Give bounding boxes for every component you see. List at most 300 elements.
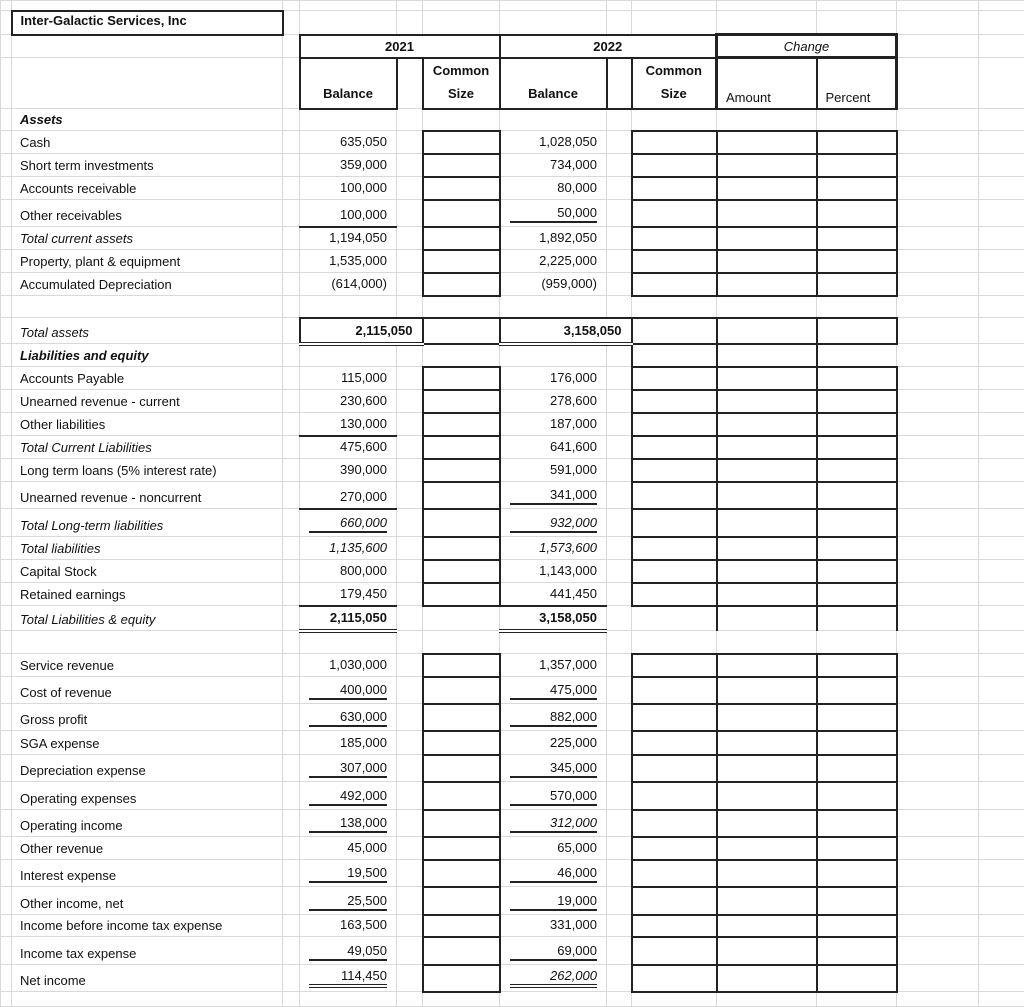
cell[interactable] [397,606,423,631]
cell[interactable] [1,413,12,436]
change-percent-input[interactable] [817,390,897,413]
cell[interactable] [397,154,423,177]
cell[interactable] [897,459,979,482]
change-percent-input[interactable] [817,915,897,937]
header-year-2022[interactable]: 2022 [500,35,717,58]
cell[interactable] [607,731,632,755]
change-percent-input[interactable] [817,273,897,296]
value-cell-2021[interactable] [300,782,397,810]
cell[interactable] [1,560,12,583]
common-size-2022-input[interactable] [632,459,717,482]
cell[interactable] [300,296,397,318]
change-percent-input[interactable] [817,583,897,606]
value-cell-2022[interactable] [500,537,607,560]
cell[interactable] [283,344,300,367]
cell[interactable] [897,200,979,227]
change-amount-input[interactable] [717,227,817,250]
common-size-2021-input[interactable] [423,459,500,482]
change-percent-input[interactable] [817,250,897,273]
value-cell-2022[interactable] [500,837,607,860]
common-size-2021-input[interactable] [423,677,500,704]
cell[interactable] [979,227,1024,250]
common-size-2022-input[interactable] [632,177,717,200]
value-cell-2021[interactable] [300,318,423,344]
cell[interactable] [979,537,1024,560]
cell[interactable] [397,296,423,318]
common-size-2021-input[interactable] [423,654,500,677]
cell[interactable] [283,109,300,131]
value-cell-2021[interactable] [300,560,397,583]
cell[interactable] [397,810,423,837]
cell[interactable] [897,915,979,937]
cell[interactable] [397,937,423,965]
cell[interactable] [897,509,979,537]
cell[interactable] [1,654,12,677]
cell[interactable] [283,537,300,560]
cell[interactable] [607,631,632,654]
cell[interactable] [607,109,632,131]
value-cell-2021[interactable] [300,810,397,837]
cell[interactable] [283,755,300,782]
cell[interactable] [979,965,1024,992]
common-size-2022-input[interactable] [632,810,717,837]
cell[interactable] [283,296,300,318]
change-percent-input[interactable] [817,177,897,200]
row-label[interactable]: Other revenue [12,837,283,860]
cell[interactable] [500,992,607,1007]
cell[interactable] [1,992,12,1007]
change-percent-input[interactable] [817,509,897,537]
value-cell-2022[interactable] [500,177,607,200]
cell[interactable] [897,560,979,583]
cell[interactable] [979,177,1024,200]
cell[interactable] [979,296,1024,318]
value-cell-2021[interactable] [300,154,397,177]
row-label[interactable]: Unearned revenue - current [12,390,283,413]
cell[interactable] [979,109,1024,131]
cell[interactable] [607,965,632,992]
cell[interactable] [897,436,979,459]
cell[interactable] [1,344,12,367]
change-percent-input[interactable] [817,318,897,344]
change-amount-input[interactable] [717,915,817,937]
change-amount-input[interactable] [717,731,817,755]
cell[interactable] [1,109,12,131]
cell[interactable] [979,887,1024,915]
change-amount-input[interactable] [717,413,817,436]
common-size-2021-input[interactable] [423,704,500,731]
cell[interactable] [283,810,300,837]
value-cell-2021[interactable] [300,459,397,482]
cell[interactable] [817,296,897,318]
value-cell-2021[interactable] [300,131,397,154]
cell[interactable] [607,860,632,887]
value-cell-2022[interactable] [500,937,607,965]
change-percent-input[interactable] [817,200,897,227]
row-label[interactable]: Net income [12,965,283,992]
cell[interactable] [897,965,979,992]
common-size-2022-input[interactable] [632,583,717,606]
common-size-2022-input[interactable] [632,755,717,782]
cell[interactable] [1,965,12,992]
value-cell-2022[interactable] [500,606,607,631]
value-cell-2021[interactable] [300,390,397,413]
common-size-2022-input[interactable] [632,837,717,860]
cell[interactable] [397,344,423,367]
cell[interactable] [423,606,500,631]
cell[interactable] [397,631,423,654]
cell[interactable] [897,937,979,965]
cell[interactable] [897,482,979,509]
common-size-2021-input[interactable] [423,887,500,915]
cell[interactable] [979,273,1024,296]
cell[interactable] [1,509,12,537]
cell[interactable] [979,482,1024,509]
cell[interactable] [1,11,12,35]
cell[interactable] [397,860,423,887]
cell[interactable] [607,509,632,537]
header-common-size-2022[interactable] [632,58,717,109]
cell[interactable] [1,273,12,296]
cell[interactable] [897,704,979,731]
change-percent-input[interactable] [817,887,897,915]
cell[interactable] [897,755,979,782]
value-cell-2022[interactable] [500,131,607,154]
cell[interactable] [897,131,979,154]
cell[interactable] [1,1,12,11]
change-amount-input[interactable] [717,318,817,344]
common-size-2022-input[interactable] [632,273,717,296]
change-amount-input[interactable] [717,837,817,860]
cell[interactable] [397,367,423,390]
cell[interactable] [897,154,979,177]
change-percent-input[interactable] [817,654,897,677]
cell[interactable] [397,560,423,583]
row-label[interactable]: Operating income [12,810,283,837]
common-size-2022-input[interactable] [632,250,717,273]
cell[interactable] [397,459,423,482]
row-label[interactable]: Other income, net [12,887,283,915]
cell[interactable] [397,131,423,154]
cell[interactable] [397,109,423,131]
common-size-2022-input[interactable] [632,509,717,537]
change-percent-input[interactable] [817,413,897,436]
row-label[interactable]: Unearned revenue - noncurrent [12,482,283,509]
common-size-2022-input[interactable] [632,677,717,704]
cell[interactable] [423,109,500,131]
cell[interactable] [607,755,632,782]
common-size-2021-input[interactable] [423,537,500,560]
cell[interactable] [397,273,423,296]
cell[interactable] [897,250,979,273]
common-size-2022-input[interactable] [632,390,717,413]
cell[interactable] [632,296,717,318]
cell[interactable] [979,131,1024,154]
cell[interactable] [283,654,300,677]
cell[interactable] [1,583,12,606]
cell[interactable] [1,677,12,704]
cell[interactable] [897,731,979,755]
cell[interactable] [817,992,897,1007]
cell[interactable] [897,109,979,131]
change-amount-input[interactable] [717,459,817,482]
cell[interactable] [283,482,300,509]
cell[interactable] [897,537,979,560]
cell[interactable] [607,915,632,937]
cell[interactable] [607,583,632,606]
value-cell-2021[interactable] [300,654,397,677]
value-cell-2022[interactable] [500,200,607,227]
row-label[interactable]: Total Current Liabilities [12,436,283,459]
value-cell-2021[interactable] [300,273,397,296]
cell[interactable] [397,992,423,1007]
change-percent-input[interactable] [817,367,897,390]
cell[interactable] [717,992,817,1007]
cell[interactable] [423,344,500,367]
cell[interactable] [607,154,632,177]
row-label[interactable]: Cost of revenue [12,677,283,704]
cell[interactable] [979,810,1024,837]
cell[interactable] [12,992,283,1007]
cell[interactable] [283,436,300,459]
cell[interactable] [897,367,979,390]
cell[interactable] [397,482,423,509]
value-cell-2021[interactable] [300,344,397,367]
change-percent-input[interactable] [817,227,897,250]
row-label[interactable]: Long term loans (5% interest rate) [12,459,283,482]
cell[interactable] [1,937,12,965]
cell[interactable] [979,704,1024,731]
common-size-2021-input[interactable] [423,583,500,606]
common-size-2021-input[interactable] [423,782,500,810]
row-label[interactable]: Total Long-term liabilities [12,509,283,537]
cell[interactable] [1,731,12,755]
change-amount-input[interactable] [717,390,817,413]
value-cell-2021[interactable] [300,755,397,782]
cell[interactable] [607,459,632,482]
value-cell-2022[interactable] [500,482,607,509]
cell[interactable] [607,200,632,227]
cell[interactable] [607,837,632,860]
common-size-2021-input[interactable] [423,915,500,937]
cell[interactable] [979,915,1024,937]
row-label[interactable]: Total assets [12,318,283,344]
cell[interactable] [897,413,979,436]
cell[interactable] [607,482,632,509]
change-percent-input[interactable] [817,560,897,583]
cell[interactable] [979,413,1024,436]
common-size-2021-input[interactable] [423,131,500,154]
cell[interactable] [1,436,12,459]
cell[interactable] [283,177,300,200]
common-size-2021-input[interactable] [423,731,500,755]
value-cell-2022[interactable] [500,250,607,273]
cell[interactable] [283,782,300,810]
cell[interactable] [632,992,717,1007]
cell[interactable] [283,937,300,965]
cell[interactable] [423,296,500,318]
change-percent-input[interactable] [817,782,897,810]
cell[interactable] [607,677,632,704]
cell[interactable] [397,755,423,782]
cell[interactable] [607,537,632,560]
value-cell-2021[interactable] [300,250,397,273]
cell[interactable] [717,296,817,318]
cell[interactable] [283,459,300,482]
cell[interactable] [500,631,607,654]
cell[interactable] [717,344,817,367]
cell[interactable] [897,390,979,413]
cell[interactable] [897,837,979,860]
value-cell-2022[interactable] [500,154,607,177]
change-percent-input[interactable] [817,154,897,177]
cell[interactable] [607,782,632,810]
value-cell-2022[interactable] [500,782,607,810]
cell[interactable] [12,631,283,654]
cell[interactable] [632,109,717,131]
cell[interactable] [897,810,979,837]
cell[interactable] [500,296,607,318]
cell[interactable] [607,131,632,154]
cell[interactable] [979,436,1024,459]
change-percent-input[interactable] [817,837,897,860]
cell[interactable] [1,318,12,344]
cell[interactable] [897,296,979,318]
change-percent-input[interactable] [817,860,897,887]
cell[interactable] [283,227,300,250]
header-change[interactable]: Change [717,35,897,58]
common-size-2021-input[interactable] [423,390,500,413]
cell[interactable] [283,631,300,654]
cell[interactable] [397,654,423,677]
cell[interactable] [1,459,12,482]
common-size-2022-input[interactable] [632,731,717,755]
cell[interactable] [607,177,632,200]
row-label[interactable]: Total current assets [12,227,283,250]
cell[interactable] [283,250,300,273]
cell[interactable] [897,654,979,677]
value-cell-2022[interactable] [500,273,607,296]
cell[interactable] [632,606,717,631]
cell[interactable] [283,965,300,992]
value-cell-2022[interactable] [500,965,607,992]
common-size-2021-input[interactable] [423,177,500,200]
cell[interactable] [979,200,1024,227]
cell[interactable] [397,887,423,915]
change-amount-input[interactable] [717,860,817,887]
change-amount-input[interactable] [717,509,817,537]
change-percent-input[interactable] [817,677,897,704]
cell[interactable] [283,390,300,413]
cell[interactable] [1,200,12,227]
change-amount-input[interactable] [717,250,817,273]
cell[interactable] [979,390,1024,413]
row-label[interactable]: Income tax expense [12,937,283,965]
cell[interactable] [397,200,423,227]
value-cell-2021[interactable] [300,436,397,459]
cell[interactable] [1,782,12,810]
cell[interactable] [397,677,423,704]
cell[interactable] [897,318,979,344]
common-size-2021-input[interactable] [423,436,500,459]
cell[interactable] [632,631,717,654]
common-size-2022-input[interactable] [632,965,717,992]
value-cell-2022[interactable] [500,560,607,583]
cell[interactable] [897,677,979,704]
cell[interactable] [1,704,12,731]
value-cell-2022[interactable] [500,583,607,606]
common-size-2021-input[interactable] [423,227,500,250]
value-cell-2021[interactable] [300,937,397,965]
cell[interactable] [397,704,423,731]
cell[interactable] [979,992,1024,1007]
cell[interactable] [607,704,632,731]
cell[interactable] [283,583,300,606]
cell[interactable] [12,296,283,318]
cell[interactable] [283,560,300,583]
cell[interactable] [423,992,500,1007]
common-size-2022-input[interactable] [632,200,717,227]
change-amount-input[interactable] [717,887,817,915]
change-amount-input[interactable] [717,367,817,390]
cell[interactable] [1,915,12,937]
change-amount-input[interactable] [717,755,817,782]
cell[interactable] [897,782,979,810]
value-cell-2021[interactable] [300,509,397,537]
cell[interactable] [979,318,1024,344]
cell[interactable] [397,537,423,560]
cell[interactable] [283,704,300,731]
cell[interactable] [897,992,979,1007]
value-cell-2022[interactable] [500,436,607,459]
cell[interactable] [1,154,12,177]
cell[interactable] [1,860,12,887]
cell[interactable] [979,606,1024,631]
cell[interactable] [283,731,300,755]
cell[interactable] [979,654,1024,677]
common-size-2022-input[interactable] [632,937,717,965]
value-cell-2021[interactable] [300,583,397,606]
cell[interactable] [283,887,300,915]
common-size-2022-input[interactable] [632,367,717,390]
value-cell-2022[interactable] [500,731,607,755]
cell[interactable] [397,390,423,413]
cell[interactable] [897,887,979,915]
cell[interactable] [423,631,500,654]
cell[interactable] [1,250,12,273]
row-label[interactable]: Service revenue [12,654,283,677]
row-label[interactable]: Other liabilities [12,413,283,436]
common-size-2022-input[interactable] [632,654,717,677]
change-amount-input[interactable] [717,436,817,459]
value-cell-2021[interactable] [300,227,397,250]
value-cell-2022[interactable] [500,227,607,250]
common-size-2021-input[interactable] [423,755,500,782]
company-title[interactable]: Inter-Galactic Services, Inc [12,11,283,35]
cell[interactable] [817,631,897,654]
common-size-2021-input[interactable] [423,560,500,583]
value-cell-2022[interactable] [500,915,607,937]
cell[interactable] [632,344,717,367]
value-cell-2021[interactable] [300,860,397,887]
change-amount-input[interactable] [717,810,817,837]
change-amount-input[interactable] [717,537,817,560]
change-amount-input[interactable] [717,677,817,704]
row-label[interactable]: Capital Stock [12,560,283,583]
cell[interactable] [1,837,12,860]
common-size-2022-input[interactable] [632,131,717,154]
value-cell-2022[interactable] [500,704,607,731]
